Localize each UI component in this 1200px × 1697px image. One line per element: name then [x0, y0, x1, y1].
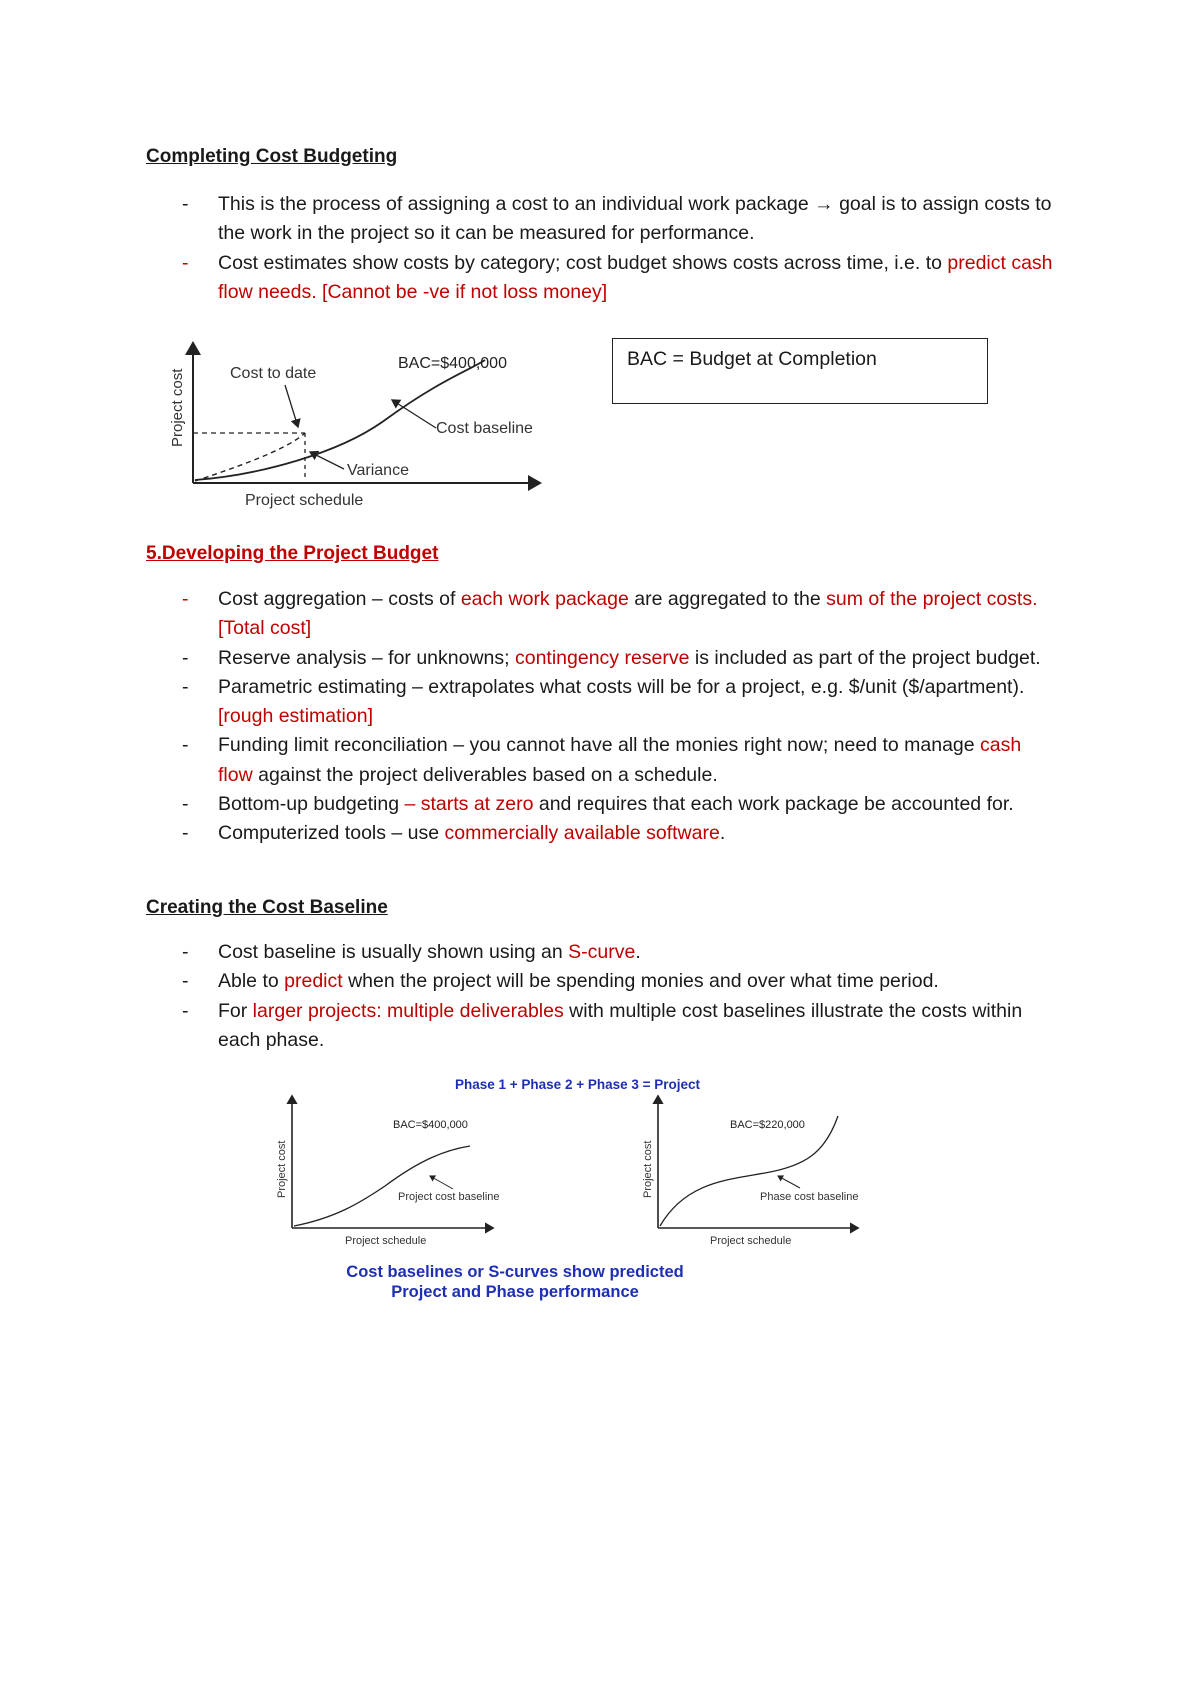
section-heading-cost-budgeting: Completing Cost Budgeting	[146, 146, 398, 167]
list-item: - Bottom-up budgeting – starts at zero and requires that each work package be accounted for.	[182, 793, 1014, 816]
bullet-list-cost-baseline	[0, 938, 1200, 1055]
right-curve-label: Phase cost baseline	[760, 1191, 859, 1203]
figure-title: Phase 1 + Phase 2 + Phase 3 = Project	[455, 1077, 701, 1092]
right-y-axis-label: Project cost	[642, 1140, 654, 1198]
left-x-axis-label: Project schedule	[345, 1235, 427, 1247]
figure-caption-line1: Cost baselines or S-curves show predicted	[346, 1263, 684, 1281]
phase-cost-baselines-diagram	[255, 1068, 895, 1313]
list-item: - Cost estimates show costs by category; cost budget shows costs across time, i.e. to predict cash flow needs. [Cannot be -ve if not loss money]	[182, 251, 1053, 303]
right-x-axis-label: Project schedule	[710, 1235, 792, 1247]
project-cost-curve	[294, 1146, 470, 1226]
x-axis-label: Project schedule	[245, 492, 364, 509]
list-item: - This is the process of assigning a cost to an individual work package → goal is to assign costs to the work in the project so it can be measured for performance.	[182, 193, 1052, 245]
variance-label: Variance	[347, 462, 409, 479]
bac-definition-box: BAC = Budget at Completion	[612, 338, 988, 404]
list-item: - Able to predict when the project will be spending monies and over what time period.	[182, 970, 939, 993]
bullet-list-developing-budget	[0, 585, 1200, 849]
left-bac-label: BAC=$400,000	[393, 1119, 468, 1131]
list-item: - Reserve analysis – for unknowns; contingency reserve is included as part of the project budget.	[182, 646, 1041, 669]
list-item: - Cost baseline is usually shown using an S-curve.	[182, 941, 641, 963]
phase-cost-curve	[660, 1116, 838, 1226]
cost-to-date-label: Cost to date	[230, 365, 317, 382]
right-bac-label: BAC=$220,000	[730, 1119, 805, 1131]
arrow-icon: →	[814, 193, 834, 215]
list-item: - Computerized tools – use commercially available software.	[182, 822, 726, 845]
cost-baseline-label: Cost baseline	[436, 420, 533, 437]
left-curve-label: Project cost baseline	[398, 1191, 500, 1203]
actual-cost-curve	[195, 433, 305, 481]
figure-caption-line2: Project and Phase performance	[391, 1283, 639, 1301]
section-heading-developing-budget: 5.Developing the Project Budget	[146, 543, 439, 564]
list-item: - Parametric estimating – extrapolates what costs will be for a project, e.g. $/unit ($/apartment). [rough estimation]	[182, 675, 1025, 728]
list-item: - Cost aggregation – costs of each work package are aggregated to the sum of the project costs. [Total cost]	[182, 588, 1038, 640]
bullet-list-cost-budgeting	[0, 190, 1200, 307]
list-item: - For larger projects: multiple deliverables with multiple cost baselines illustrate the costs within each phase.	[182, 999, 1023, 1051]
y-axis-label: Project cost	[169, 368, 186, 447]
list-item: - Funding limit reconciliation – you cannot have all the monies right now; need to manage cash flow against the project deliverables based on a schedule.	[182, 734, 1022, 786]
section-heading-cost-baseline: Creating the Cost Baseline	[146, 897, 388, 918]
left-y-axis-label: Project cost	[276, 1140, 288, 1198]
cost-baseline-diagram	[140, 335, 600, 510]
bac-label: BAC=$400,000	[398, 355, 507, 372]
